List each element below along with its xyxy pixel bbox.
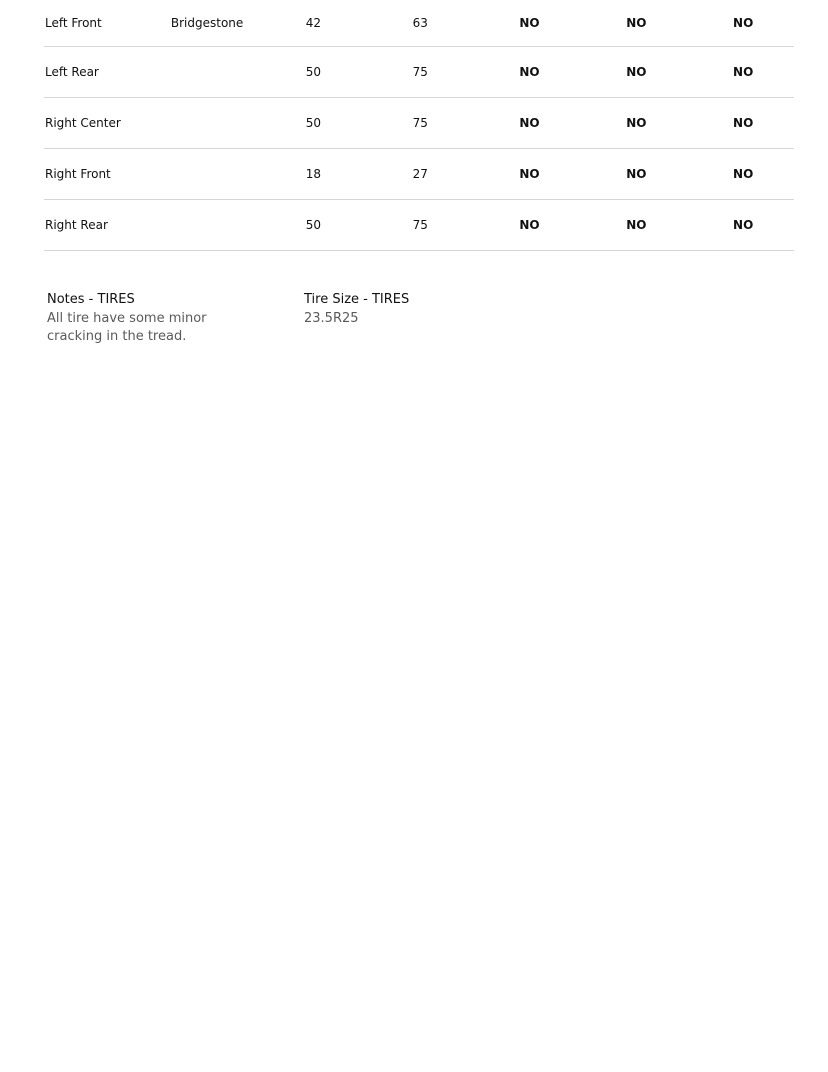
tire-brand xyxy=(171,199,306,250)
tire-value-a: 50 xyxy=(305,115,322,130)
tire-size-value: 23.5R25 xyxy=(304,310,359,326)
tire-value-a: 42 xyxy=(305,15,322,30)
tire-value-b: 75 xyxy=(412,217,428,232)
tire-flag-1: NO xyxy=(519,166,540,181)
tire-flag-2: NO xyxy=(626,115,647,130)
tire-flag-3: NO xyxy=(733,15,754,30)
tire-size-section xyxy=(304,291,524,328)
tire-flag-1: NO xyxy=(519,217,540,232)
tire-value-a: 50 xyxy=(305,64,322,79)
tire-flag-1: NO xyxy=(519,64,540,79)
tire-position: Left Front xyxy=(45,15,102,30)
tire-position: Right Front xyxy=(45,166,111,181)
tire-flag-3: NO xyxy=(733,64,754,79)
tire-flag-2: NO xyxy=(626,217,647,232)
tire-inspection-table xyxy=(44,0,794,251)
table-row xyxy=(44,97,794,148)
tire-position: Left Rear xyxy=(45,64,99,79)
tire-brand xyxy=(171,148,306,199)
tire-flag-1: NO xyxy=(519,115,540,130)
tire-flag-3: NO xyxy=(733,115,754,130)
notes-value: All tire have some minor cracking in the tread. xyxy=(47,310,207,344)
tire-flag-3: NO xyxy=(733,217,754,232)
tire-brand xyxy=(171,97,306,148)
tire-size-label: Tire Size - TIRES xyxy=(304,292,410,307)
table-row xyxy=(44,148,794,199)
tire-flag-3: NO xyxy=(733,166,754,181)
tire-value-a: 50 xyxy=(305,217,322,232)
tire-value-b: 27 xyxy=(412,166,428,181)
table-row xyxy=(44,46,794,97)
tire-value-b: 63 xyxy=(412,15,428,30)
tire-brand: Bridgestone xyxy=(170,15,244,30)
tire-brand xyxy=(171,46,306,97)
table-row xyxy=(44,199,794,250)
tire-position: Right Rear xyxy=(45,217,108,232)
tire-value-b: 75 xyxy=(412,115,428,130)
tire-flag-2: NO xyxy=(626,15,647,30)
tire-flag-2: NO xyxy=(626,166,647,181)
tire-value-b: 75 xyxy=(412,64,428,79)
table-row xyxy=(44,0,794,46)
tire-position: Right Center xyxy=(45,115,121,130)
tire-flag-1: NO xyxy=(519,15,540,30)
notes-label: Notes - TIRES xyxy=(47,292,135,307)
notes-section xyxy=(47,291,247,347)
tire-value-a: 18 xyxy=(305,166,322,181)
tire-flag-2: NO xyxy=(626,64,647,79)
